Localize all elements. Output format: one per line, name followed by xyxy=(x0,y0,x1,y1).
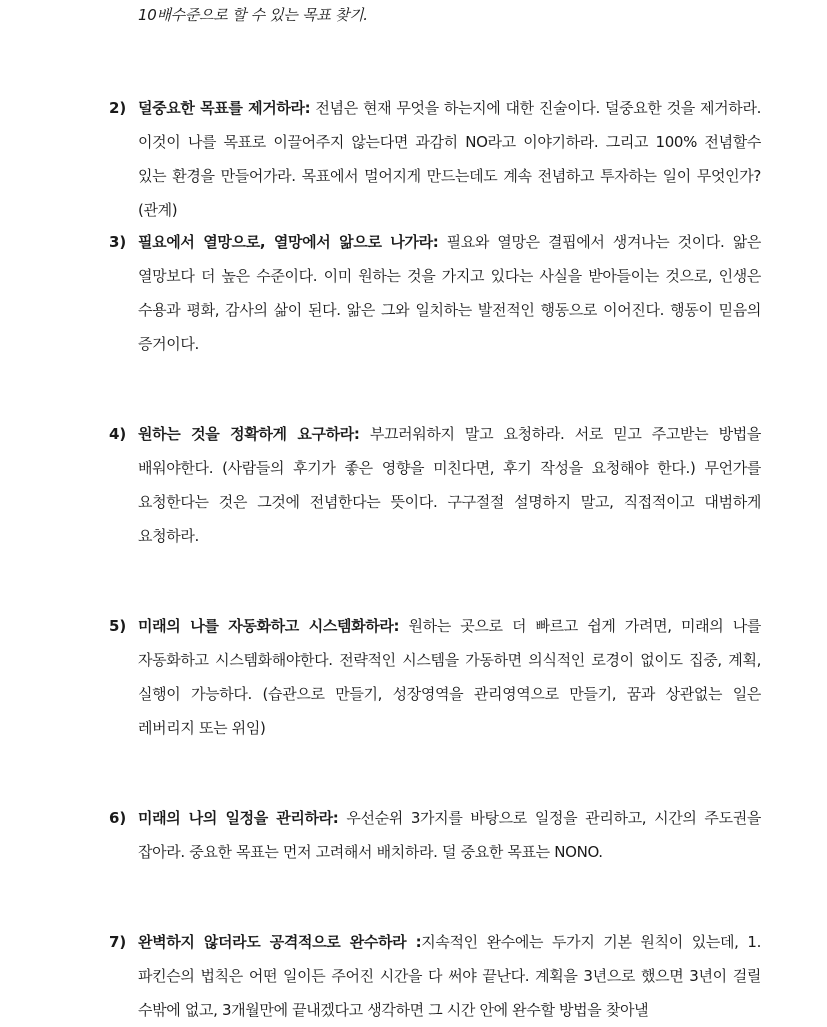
item-text: 지속적인 완수에는 두가지 기본 원칙이 있는데, 1. 파킨슨의 법칙은 어떤 일이든 주어진 시간을 다 써야 끝난다. 계획을 3년으로 했으면 3년이 걸릴 수밖에 없고, 3개월만에 끝내겠다고 생각하면 그 시간 안에 완수할 방법을 찾아낼 xyxy=(138,933,761,1019)
item-number: 3) xyxy=(109,233,127,251)
item-number: 4) xyxy=(109,425,127,443)
item-number: 7) xyxy=(109,933,127,951)
item-title: 미래의 나의 일정을 관리하라: xyxy=(138,809,339,827)
item-number: 6) xyxy=(109,809,127,827)
list-item-5 xyxy=(109,609,761,745)
item-body xyxy=(138,925,761,1027)
item-body xyxy=(138,225,761,361)
list-item-6 xyxy=(109,801,761,869)
item-text: 원하는 곳으로 더 빠르고 쉽게 가려면, 미래의 나를 자동화하고 시스템화해야한다. 전략적인 시스템을 가동하면 의식적인 로경이 없이도 집중, 계획, 실행이 가능하다. (습관으로 만들기, 성장영역을 관리영역으로 만들기, 꿈과 상관없는 일은 레버리지 또는 위임) xyxy=(138,617,761,737)
item-text: 부끄러워하지 말고 요청하라. 서로 믿고 주고받는 방법을 배워야한다. (사람들의 후기가 좋은 영향을 미친다면, 후기 작성을 요청해야 한다.) 무언가를 요청한다는 것은 그것에 전념한다는 뜻이다. 구구절절 설명하지 말고, 직접적이고 대범하게 요청하라. xyxy=(138,425,761,545)
item-text: 우선순위 3가지를 바탕으로 일정을 관리하고, 시간의 주도권을 잡아라. 중요한 목표는 먼저 고려해서 배치하라. 덜 중요한 목표는 NONO. xyxy=(138,809,761,861)
intro-tail-text: 10배수준으로 할 수 있는 목표 찾기. xyxy=(138,6,368,24)
item-number: 5) xyxy=(109,617,127,635)
list-item-2 xyxy=(109,91,761,227)
item-body xyxy=(138,91,761,227)
item-text: 필요와 열망은 결핍에서 생겨나는 것이다. 앎은 열망보다 더 높은 수준이다. 이미 원하는 것을 가지고 있다는 사실을 받아들이는 것으로, 인생은 수용과 평화, 감사의 삶이 된다. 앎은 그와 일치하는 발전적인 행동으로 이어진다. 행동이 믿음의 증거이다. xyxy=(138,233,761,353)
list-item-3 xyxy=(109,225,761,361)
list-item-7 xyxy=(109,925,761,1027)
item-body xyxy=(138,417,761,553)
item-title: 필요에서 열망으로, 열망에서 앎으로 나가라: xyxy=(138,233,439,251)
item-body xyxy=(138,801,761,869)
item-title: 덜중요한 목표를 제거하라: xyxy=(138,99,311,117)
item-number: 2) xyxy=(109,99,127,117)
item-title: 미래의 나를 자동화하고 시스템화하라: xyxy=(138,617,400,635)
item-body xyxy=(138,609,761,745)
item-text: 전념은 현재 무엇을 하는지에 대한 진술이다. 덜중요한 것을 제거하라. 이것이 나를 목표로 이끌어주지 않는다면 과감히 NO라고 이야기하라. 그리고 100% 전념할수 있는 환경을 만들어가라. 목표에서 멀어지게 만드는데도 계속 전념하고 투자하는 일이 무엇인가? (관계) xyxy=(138,99,761,219)
item-title: 완벽하지 않더라도 공격적으로 완수하라 : xyxy=(138,933,422,951)
list-item-4 xyxy=(109,417,761,553)
item-title: 원하는 것을 정확하게 요구하라: xyxy=(138,425,360,443)
